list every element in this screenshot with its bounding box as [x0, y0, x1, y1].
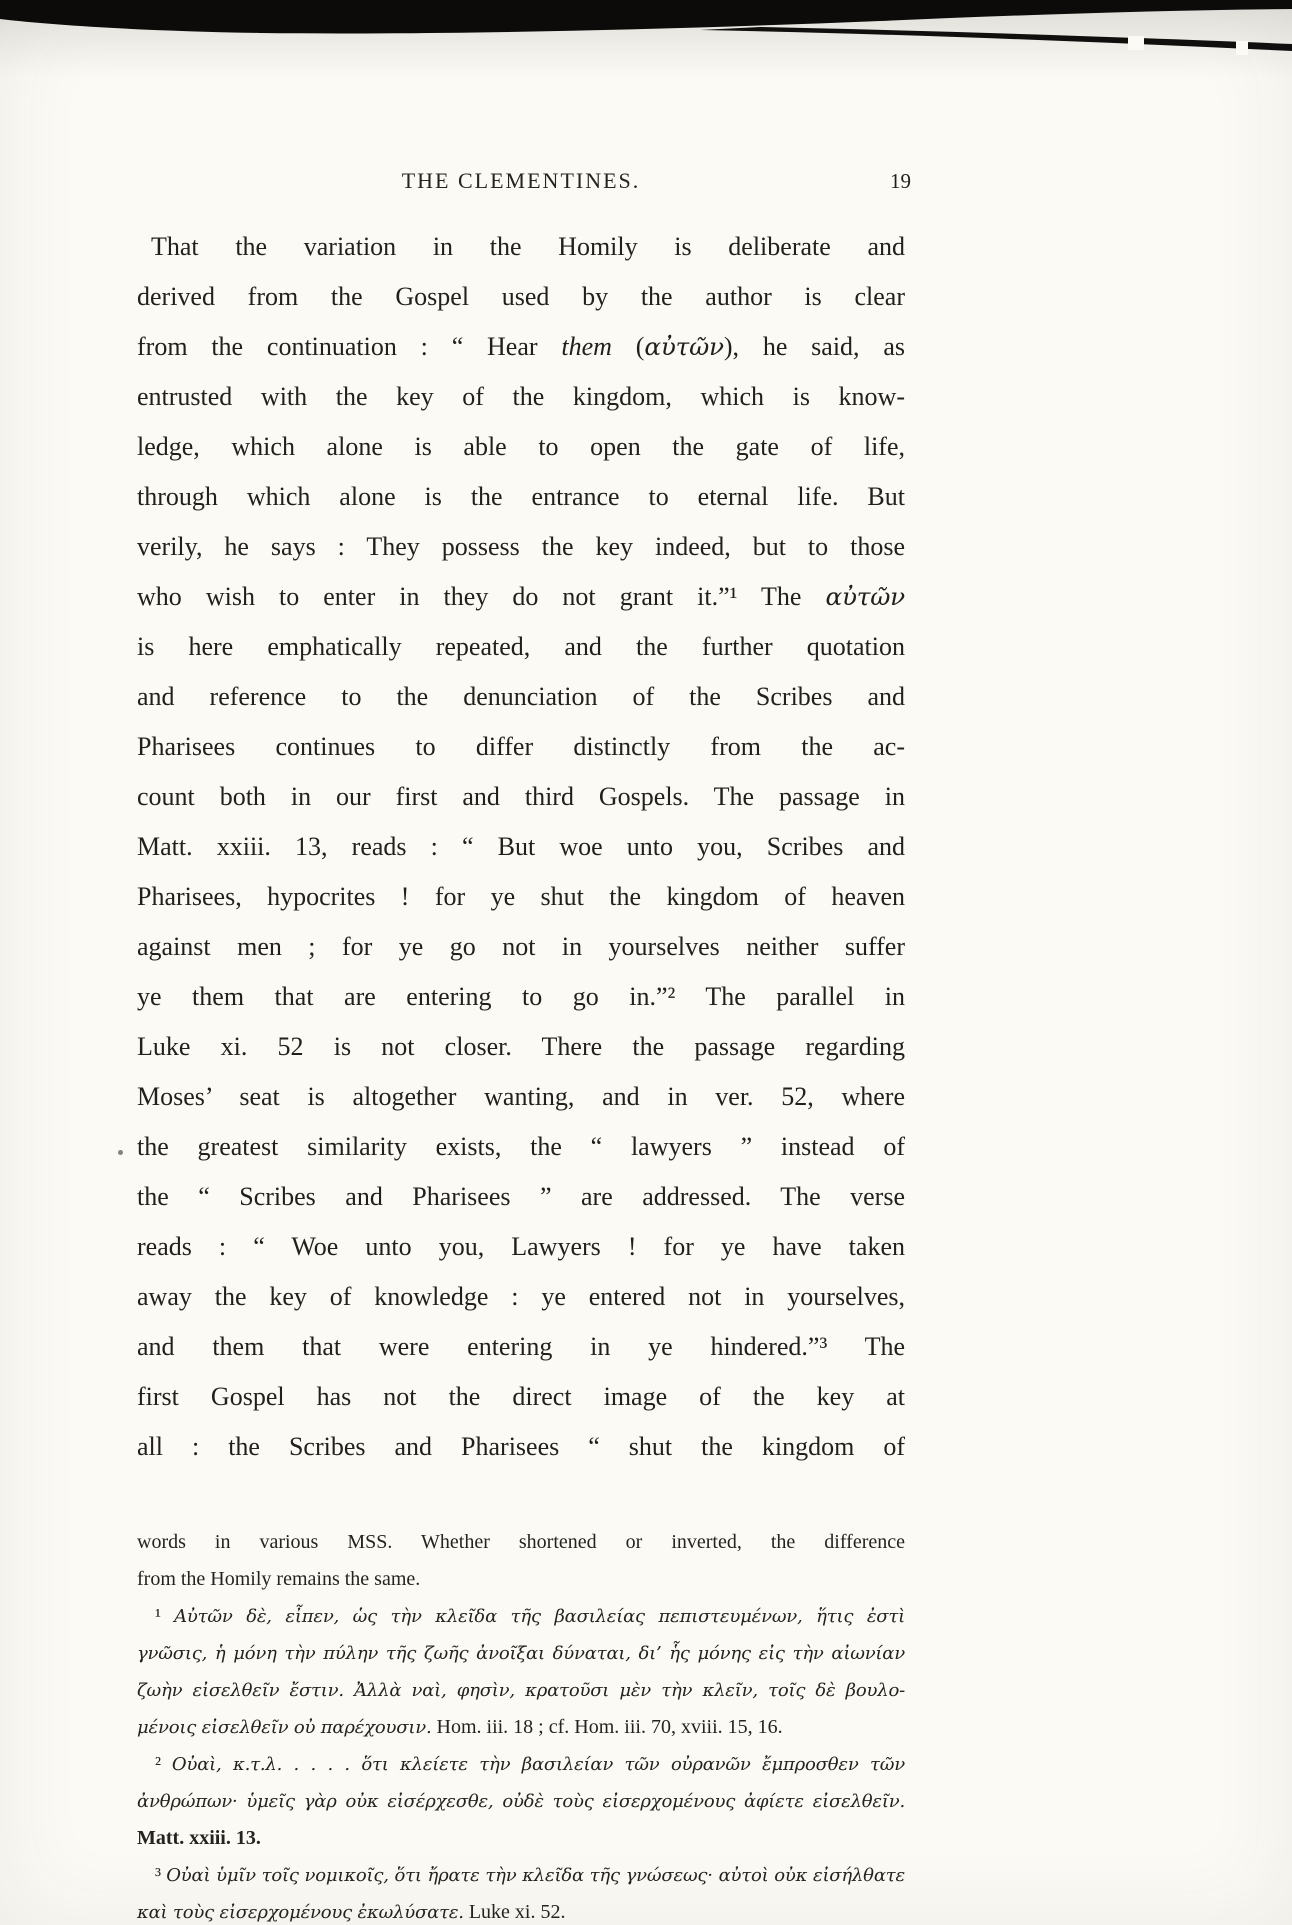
greek-text: ζωὴν εἰσελθεῖν ἔστιν. Ἀλλὰ ναὶ, φησὶν, κρατοῦσι μὲν τὴν κλεῖν, τοῖς δὲ βουλο-	[137, 1680, 905, 1701]
greek-text: ἀνθρώπων· ὑμεῖς γὰρ οὐκ εἰσέρχεσθε, οὐδὲ τοὺς εἰσερχομένους ἀφίετε εἰσελθεῖν.	[137, 1791, 905, 1812]
text-segment: words in various MSS. Whether shortened or inverted, the difference	[137, 1531, 905, 1553]
text-line	[137, 472, 905, 522]
text-segment: verily, he says : They possess the key indeed, but to those	[137, 532, 905, 561]
scan-top-edge-artifact	[0, 0, 1292, 60]
greek-text: Οὐαὶ, κ.τ.λ. . . . . ὅτι κλείετε τὴν βασιλείαν τῶν οὐρανῶν ἔμπροσθεν τῶν	[171, 1754, 905, 1775]
text-line	[137, 372, 905, 422]
text-line	[137, 1894, 905, 1925]
text-segment: ²	[155, 1753, 172, 1775]
text-line	[137, 1672, 905, 1709]
text-line	[137, 1322, 905, 1372]
page-number: 19	[890, 169, 911, 193]
greek-text: καὶ τοὺς εἰσερχομένους ἐκωλύσατε.	[137, 1902, 464, 1923]
text-segment: Matt. xxiii. 13, reads : “ But woe unto you, Scribes and	[137, 832, 905, 861]
page-title: THE CLEMENTINES.	[401, 168, 641, 193]
text-line	[137, 1820, 905, 1857]
text-line	[137, 1422, 905, 1472]
running-head	[137, 168, 911, 200]
text-line	[137, 672, 905, 722]
text-line	[137, 1709, 905, 1746]
text-line	[137, 1857, 905, 1894]
text-segment: (	[611, 332, 645, 361]
text-line	[137, 222, 905, 272]
text-line	[137, 922, 905, 972]
text-line	[137, 772, 905, 822]
footnotes	[137, 1524, 905, 1925]
text-segment: who wish to enter in they do not grant it.”¹ The	[137, 582, 826, 611]
text-segment: Pharisees continues to differ distinctly from the ac-	[137, 732, 905, 761]
greek-text: αὐτῶν	[644, 332, 724, 361]
text-line	[137, 272, 905, 322]
text-line	[137, 1222, 905, 1272]
italic-text: them	[561, 332, 612, 361]
text-segment: first Gospel has not the direct image of the key at	[137, 1382, 905, 1411]
text-segment: derived from the Gospel used by the author is clear	[137, 282, 905, 311]
text-segment: away the key of knowledge : ye entered not in yourselves,	[137, 1282, 905, 1311]
text-segment: from the Homily remains the same.	[137, 1568, 421, 1590]
text-line	[137, 322, 905, 372]
text-segment: against men ; for ye go not in yourselves neither suffer	[137, 932, 905, 961]
text-segment: Hom. iii. 18 ; cf. Hom. iii. 70, xviii. 15, 16.	[431, 1716, 783, 1738]
text-line	[137, 822, 905, 872]
text-segment: ³	[155, 1864, 167, 1886]
text-line	[137, 572, 905, 622]
text-segment: Luke xi. 52.	[463, 1901, 566, 1923]
text-segment: Moses’ seat is altogether wanting, and in ver. 52, where	[137, 1082, 905, 1111]
text-line	[137, 1561, 905, 1598]
greek-text: αὐτῶν	[825, 582, 905, 611]
text-segment: ledge, which alone is able to open the gate of life,	[137, 432, 905, 461]
text-line	[137, 1172, 905, 1222]
text-segment: from the continuation : “ Hear	[137, 332, 562, 361]
text-segment: the greatest similarity exists, the “ lawyers ” instead of	[137, 1132, 905, 1161]
text-segment: is here emphatically repeated, and the further quotation	[137, 632, 905, 661]
text-segment: the “ Scribes and Pharisees ” are addressed. The verse	[137, 1182, 905, 1211]
text-line	[137, 1122, 905, 1172]
text-line	[137, 1372, 905, 1422]
text-line	[137, 1783, 905, 1820]
text-segment: That the variation in the Homily is deliberate and	[151, 232, 905, 261]
text-line	[137, 1072, 905, 1122]
text-line	[137, 1635, 905, 1672]
text-line	[137, 1022, 905, 1072]
text-line	[137, 972, 905, 1022]
body-text	[137, 222, 905, 1472]
text-segment: ye them that are entering to go in.”² The parallel in	[137, 982, 905, 1011]
text-line	[137, 872, 905, 922]
greek-text: γνῶσις, ἡ μόνη τὴν πύλην τῆς ζωῆς ἀνοῖξαι δύναται, δι’ ἧς μόνης εἰς τὴν αἰωνίαν	[137, 1643, 905, 1664]
text-segment: through which alone is the entrance to eternal life. But	[137, 482, 905, 511]
text-segment: ), he said, as	[723, 332, 905, 361]
greek-text: Αὐτῶν δὲ, εἶπεν, ὡς τὴν κλεῖδα τῆς βασιλείας πεπιστευμένων, ἥτις ἐστὶ	[174, 1606, 906, 1627]
text-segment: all : the Scribes and Pharisees “ shut the kingdom of	[137, 1432, 905, 1461]
text-segment: and reference to the denunciation of the Scribes and	[137, 682, 905, 711]
text-segment: reads : “ Woe unto you, Lawyers ! for ye have taken	[137, 1232, 905, 1261]
scan-speck	[118, 1150, 123, 1155]
text-line	[137, 722, 905, 772]
text-segment: ¹	[155, 1605, 175, 1627]
text-line	[137, 1524, 905, 1561]
text-line	[137, 1598, 905, 1635]
text-segment: Matt. xxiii. 13.	[137, 1827, 261, 1849]
text-line	[137, 422, 905, 472]
text-line	[137, 522, 905, 572]
text-line	[137, 622, 905, 672]
text-line	[137, 1746, 905, 1783]
text-segment: count both in our first and third Gospels. The passage in	[137, 782, 905, 811]
text-segment: entrusted with the key of the kingdom, which is know-	[137, 382, 905, 411]
text-line	[137, 1272, 905, 1322]
text-segment: Pharisees, hypocrites ! for ye shut the kingdom of heaven	[137, 882, 905, 911]
greek-text: μένοις εἰσελθεῖν οὐ παρέχουσιν.	[137, 1717, 432, 1738]
greek-text: Οὐαὶ ὑμῖν τοῖς νομικοῖς, ὅτι ἤρατε τὴν κλεῖδα τῆς γνώσεως· αὐτοὶ οὐκ εἰσήλθατε	[166, 1865, 905, 1886]
text-segment: Luke xi. 52 is not closer. There the passage regarding	[137, 1032, 905, 1061]
text-segment: and them that were entering in ye hindered.”³ The	[137, 1332, 905, 1361]
